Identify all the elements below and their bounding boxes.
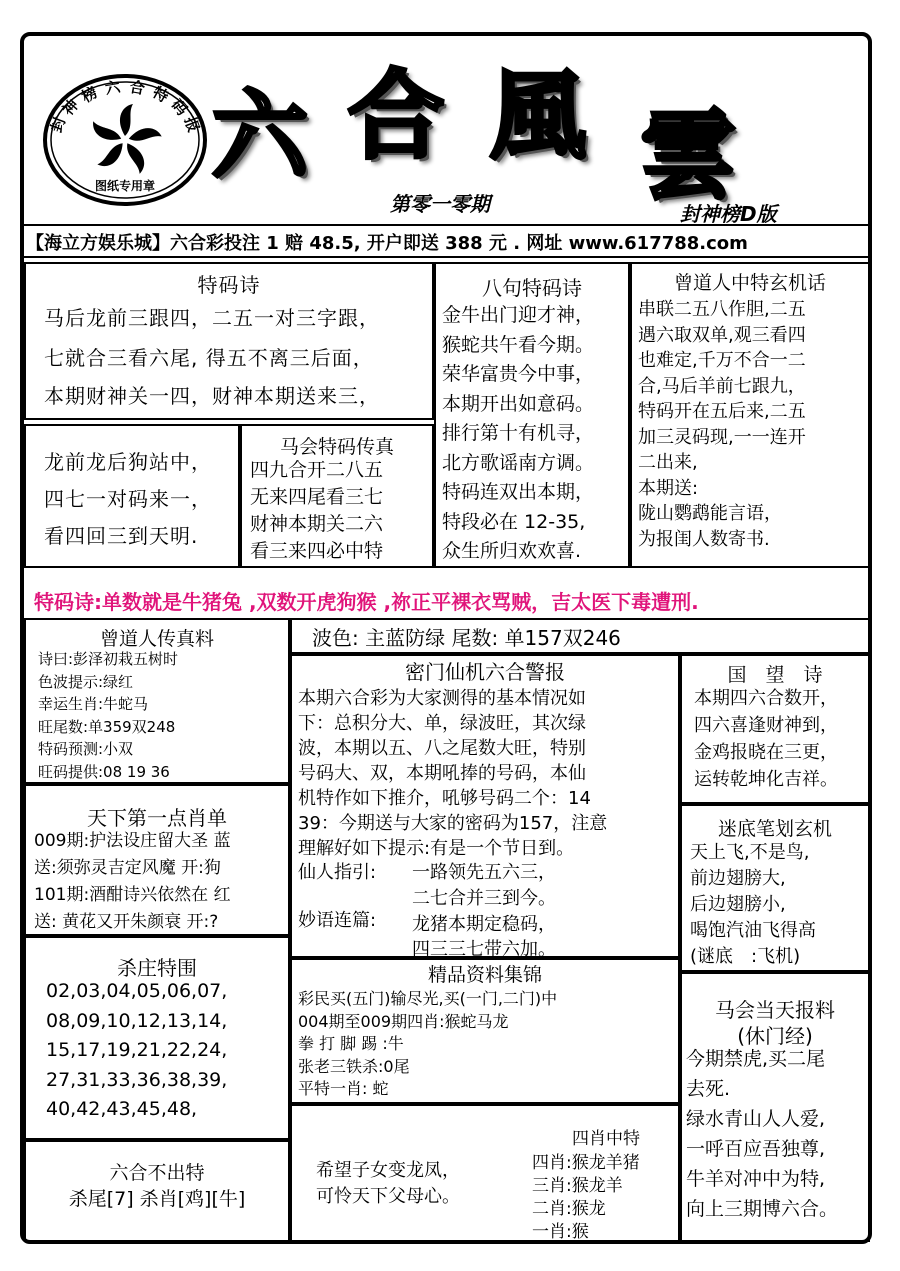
ad-text: 【海立方娱乐城】六合彩投注 1 赔 48.5, 开户即送 388 元 . 网址 www.617788.com	[26, 233, 748, 254]
poem2-line: 看四回三到天明.	[44, 524, 199, 548]
mahui-fax-line: 看三来四必中特	[250, 540, 384, 562]
mahui-today-line: 去死.	[686, 1078, 731, 1100]
four-zodiac-line: 四肖:猴龙羊猪	[532, 1153, 640, 1173]
secret-title: 密门仙机六合警报	[405, 660, 565, 684]
riddle-line: 前边翅膀大,	[690, 868, 786, 889]
four-zodiac-line: 三肖:猴龙羊	[532, 1176, 623, 1196]
tianxia-line: 送: 黄花又开朱颜衰 开:?	[34, 912, 219, 932]
secret-line: 本期六合彩为大家测得的基本情况如	[298, 688, 586, 709]
title-char-1: 六	[212, 79, 308, 192]
zeng-fax-line: 幸运生肖:牛蛇马	[38, 695, 149, 713]
four-zodiac-line: 一肖:猴	[532, 1222, 589, 1242]
eight-poem-line: 猴蛇共午看今期。	[442, 333, 595, 356]
zeng-talk-line: 陇山鹦鹉能言语，	[638, 503, 782, 524]
tianxia-title: 天下第一点肖单	[87, 806, 227, 830]
four-zodiac-line: 二肖:猴龙	[532, 1199, 606, 1219]
zeng-fax-line: 特码预测:小双	[38, 740, 134, 758]
no-special-title: 六合不出特	[109, 1162, 205, 1184]
issue-number: 第零一零期	[390, 192, 490, 216]
eight-poem-line: 排行第十有机寻，	[442, 422, 595, 444]
killzone-line: 40,42,43,45,48,	[46, 1098, 198, 1120]
tianxia-line: 送:须弥灵吉定风魔 开:狗	[34, 858, 221, 878]
eight-poem-line: 本期开出如意码。	[442, 392, 595, 415]
eight-poem-title: 八句特码诗	[482, 276, 582, 300]
mahui-today-line: 一呼百应吾独尊,	[686, 1138, 826, 1160]
zeng-talk-line: 遇六取双单,观三看四	[638, 324, 806, 346]
jingpin-line: 张老三铁杀:0尾	[298, 1056, 410, 1076]
riddle-line: 天上飞,不是鸟,	[690, 842, 810, 863]
zeng-fax-line: 旺码提供:08 19 36	[38, 762, 170, 781]
poem-line: 本期财神关一四，财神本期送来三，	[44, 384, 380, 408]
guowang-title: 国 望 诗	[727, 664, 823, 686]
wave-text: 波色: 主蓝防绿 尾数: 单157双246	[312, 626, 621, 650]
mahui-today-line: 绿水青山人人爱,	[686, 1108, 826, 1130]
guowang-line: 金鸡报晓在三更，	[694, 742, 838, 763]
eight-poem-line: 特段必在 12-35,	[442, 510, 586, 533]
stamp-ring-char: 神	[58, 95, 83, 119]
stamp-ring-char: 特	[149, 83, 172, 107]
guide-label: 仙人指引:	[298, 862, 377, 883]
title-char-2: 合	[348, 59, 444, 172]
edition-label: 封神榜D版	[680, 202, 777, 226]
riddle-line: (谜底 :飞机)	[690, 946, 801, 967]
jingpin-line: 004期至009期四肖:猴蛇马龙	[298, 1011, 509, 1031]
zeng-talk-line: 加三灵码现,一一连开	[638, 426, 806, 448]
hope-line: 可怜天下父母心。	[316, 1186, 460, 1207]
jingpin-title: 精品资料集锦	[427, 964, 542, 986]
killzone-line: 27,31,33,36,38,39,	[46, 1068, 228, 1091]
stamp-seal	[40, 72, 210, 207]
stamp-ring-char: 码	[167, 95, 192, 119]
mahui-today-line: 今期禁虎,买二尾	[686, 1048, 826, 1070]
tianxia-line: 009期:护法设庄留大圣 蓝	[34, 831, 231, 851]
bauhinia-icon	[89, 104, 162, 174]
eight-poem-line: 众生所归欢欢喜.	[442, 540, 582, 562]
poem-line: 七就合三看六尾, 得五不离三后面，	[44, 346, 374, 370]
poem2-line: 四七一对码来一，	[44, 487, 212, 511]
zeng-talk-line: 本期送:	[638, 477, 699, 499]
killzone-line: 02,03,04,05,06,07,	[46, 980, 228, 1002]
stamp-ring-char: 报	[180, 114, 203, 135]
jingpin-line: 平特一肖: 蛇	[298, 1079, 389, 1098]
mahui-today-title: 马会当天报料	[715, 998, 835, 1022]
eight-poem-line: 金牛出门迎才神，	[442, 304, 595, 326]
eight-poem-line: 北方歌谣南方调。	[442, 451, 595, 474]
zeng-fax-title: 曾道人传真料	[99, 628, 214, 650]
hope-line: 希望子女变龙凤，	[316, 1160, 460, 1181]
killzone-title: 杀庄特围	[117, 956, 197, 980]
zeng-talk-line: 特码开在五后来,二五	[638, 401, 806, 422]
killzone-line: 08,09,10,12,13,14,	[46, 1009, 228, 1032]
title-char-3: 風	[490, 59, 586, 172]
stamp-ring-char: 封	[47, 114, 70, 135]
secret-line: 理解好如下提示:有是一个节日到。	[298, 838, 575, 859]
guide-line: 二七合并三到今。	[412, 888, 556, 909]
stamp-ring-char: 榜	[78, 83, 101, 107]
zeng-fax-line: 旺尾数:单359双248	[38, 717, 176, 736]
poem2-line: 龙前龙后狗站中，	[44, 450, 212, 474]
svg-text:图纸专用章: 图纸专用章	[94, 179, 156, 193]
verse-label: 妙语连篇:	[298, 910, 377, 931]
jingpin-line: 拳 打 脚 踢 :牛	[298, 1034, 404, 1053]
mahui-fax-line: 四九合开二八五	[250, 459, 384, 481]
mahui-today-line: 向上三期博六合。	[686, 1198, 839, 1220]
poem-title: 特码诗	[197, 273, 261, 297]
zeng-talk-line: 也难定,千万不合一二	[638, 350, 806, 371]
mahui-fax-line: 财神本期关二六	[250, 513, 384, 535]
zeng-talk-line: 合,马后羊前七跟九，	[638, 375, 806, 397]
secret-line: 号码大、双，本期吼捧的号码，本仙	[298, 763, 586, 784]
mahui-fax-line: 无来四尾看三七	[250, 486, 384, 508]
zeng-fax-line: 色波提示:绿红	[38, 672, 134, 691]
guide-line: 一路领先五六三，	[412, 862, 556, 883]
tianxia-line: 101期:酒酣诗兴依然在 红	[34, 885, 231, 905]
zeng-talk-title: 曾道人中特玄机话	[673, 272, 826, 294]
guowang-line: 本期四六合数开，	[694, 688, 838, 709]
riddle-line: 后边翅膀小,	[690, 894, 786, 915]
four-zodiac-title: 四肖中特	[572, 1129, 640, 1149]
secret-line: 39：今期送与大家的密码为157，注意	[298, 813, 608, 834]
guowang-line: 四六喜逢财神到，	[694, 715, 838, 736]
mahui-today-subtitle: (休门经)	[737, 1024, 813, 1048]
secret-line: 机特作如下推介，吼够号码二个：14	[298, 788, 591, 809]
verse-line: 龙猪本期定稳码，	[412, 914, 556, 935]
no-special-line: 杀尾[7] 杀肖[鸡][牛]	[68, 1188, 246, 1210]
stamp-ring-char: 合	[128, 77, 147, 99]
mahui-today-line: 牛羊对冲中为特,	[686, 1168, 826, 1190]
zeng-talk-line: 二出来,	[638, 452, 698, 473]
mahui-fax-title: 马会特码传真	[279, 436, 394, 458]
riddle-title: 迷底笔划玄机	[717, 818, 832, 840]
eight-poem-line: 荣华富贵今中事，	[442, 363, 595, 385]
banner-text: 特码诗:单数就是牛猪兔 ,双数开虎狗猴 ,祢正平裸衣骂贼，吉太医下毒遭刑.	[34, 590, 699, 614]
jingpin-line: 彩民买(五门)输尽光,买(一门,二门)中	[298, 989, 558, 1008]
secret-line: 下：总积分大、单，绿波旺，其次绿	[298, 713, 586, 734]
zeng-talk-line: 串联二五八作胆,二五	[638, 299, 806, 320]
eight-poem-line: 特码连双出本期，	[442, 481, 595, 503]
verse-line: 四三三七带六加。	[412, 939, 556, 960]
riddle-line: 喝饱汽油飞得高	[690, 920, 816, 941]
poem-line: 马后龙前三跟四，二五一对三字跟，	[44, 306, 380, 330]
zeng-talk-line: 为报闺人数寄书.	[638, 528, 770, 550]
killzone-line: 15,17,19,21,22,24,	[46, 1039, 228, 1061]
title-char-4: 雲	[640, 99, 736, 212]
secret-line: 波，本期以五、八之尾数大旺，特别	[298, 738, 586, 759]
stamp-ring-char: 六	[103, 77, 122, 99]
zeng-fax-line: 诗曰:彭泽初栽五树时	[38, 650, 179, 668]
guowang-line: 运转乾坤化吉祥。	[694, 769, 838, 790]
